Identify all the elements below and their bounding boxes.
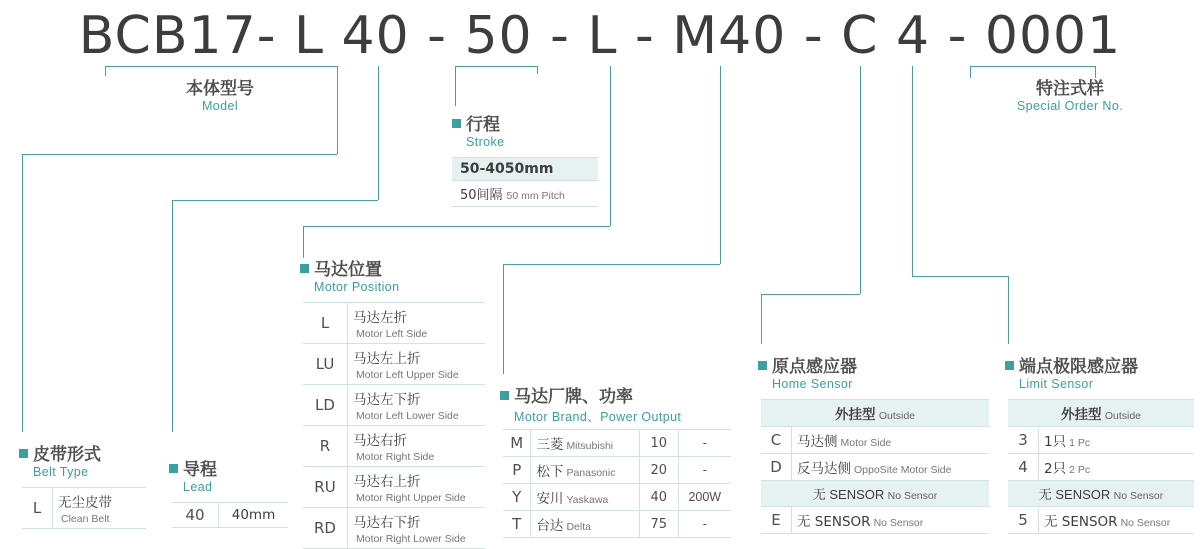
option-en: Motor Right Lower Side <box>356 533 466 545</box>
option-en: Motor Left Upper Side <box>356 369 459 381</box>
option-key: Y <box>503 484 531 511</box>
motor-position-table <box>303 302 485 549</box>
bullet-square-icon <box>300 264 309 273</box>
leader-line <box>455 66 456 106</box>
bullet-square-icon <box>500 391 509 400</box>
section-motor-brand <box>500 382 681 425</box>
header-cn: 外挂型 <box>1060 407 1102 422</box>
motor-brand-table <box>503 429 731 538</box>
leader-line <box>105 66 337 67</box>
option-power: - <box>678 511 731 538</box>
stroke-pitch-cn: 50间隔 <box>460 188 503 203</box>
limit-sensor-header <box>1008 400 1194 427</box>
leader-line <box>172 200 173 432</box>
section-special-order <box>970 74 1170 113</box>
limit-sensor-band <box>1008 481 1194 507</box>
option-key: 5 <box>1008 507 1039 534</box>
header-en: Outside <box>1104 410 1142 422</box>
table-row <box>761 427 989 454</box>
option-power: - <box>678 457 731 484</box>
leader-line <box>720 66 721 264</box>
section-home-sensor <box>758 352 857 391</box>
section-motor-brand-en: Motor Brand、Power Output <box>514 410 682 424</box>
table-row <box>1008 507 1194 534</box>
leader-line <box>105 66 106 76</box>
leader-line <box>503 264 720 265</box>
option-value <box>531 484 639 511</box>
option-key: L <box>22 488 53 529</box>
section-limit-sensor <box>1005 352 1138 391</box>
section-limit-sensor-en: Limit Sensor <box>1019 377 1094 391</box>
leader-line <box>22 154 23 432</box>
option-value <box>531 430 639 457</box>
home-sensor-band <box>761 481 989 507</box>
section-belt-type-en: Belt Type <box>33 465 89 479</box>
leader-line <box>912 276 1008 277</box>
table-row <box>303 385 485 426</box>
leader-line <box>503 264 504 374</box>
section-lead-cn: 导程 <box>183 460 217 480</box>
option-cn: 无尘皮带 <box>58 495 112 511</box>
option-key: RD <box>303 508 348 549</box>
leader-line <box>1008 276 1009 344</box>
option-en: Motor Left Side <box>356 328 428 340</box>
bullet-square-icon <box>19 449 28 458</box>
option-cn: 台达 <box>536 518 564 534</box>
option-value <box>348 508 486 549</box>
option-cn: 马达侧 <box>797 434 838 450</box>
leader-line <box>761 294 762 344</box>
option-key: 3 <box>1008 427 1039 454</box>
band-cn: 无 SENSOR <box>1038 487 1111 502</box>
option-cn: 三菱 <box>536 437 564 453</box>
stroke-pitch-en: 50 mm Pitch <box>506 190 565 202</box>
leader-line <box>860 66 861 294</box>
leader-line <box>22 154 337 155</box>
option-key: LD <box>303 385 348 426</box>
leader-line <box>172 200 378 201</box>
option-value <box>792 454 990 481</box>
band-en: No Sensor <box>1113 490 1164 502</box>
option-value <box>348 426 486 467</box>
option-cn: 2只 <box>1044 461 1067 477</box>
option-key: R <box>303 426 348 467</box>
option-en: Motor Right Upper Side <box>356 492 466 504</box>
option-cn: 无 SENSOR <box>797 514 871 530</box>
option-cn: 反马达侧 <box>797 461 851 477</box>
section-special-order-en: Special Order No. <box>1016 99 1124 113</box>
option-value <box>792 507 990 534</box>
stroke-range: 50-4050mm <box>452 157 598 181</box>
option-cn: 40mm <box>231 507 276 523</box>
lead-table <box>172 502 288 528</box>
table-row <box>303 426 485 467</box>
option-cn: 马达右下折 <box>353 515 421 531</box>
table-row <box>503 457 731 484</box>
option-en: No Sensor <box>873 517 924 529</box>
section-lead-en: Lead <box>183 480 213 494</box>
option-cn: 马达右折 <box>353 433 407 449</box>
table-row <box>761 454 989 481</box>
option-en: Clean Belt <box>61 513 110 525</box>
table-row <box>503 511 731 538</box>
option-en: Panasonic <box>566 467 616 479</box>
option-en: Motor Side <box>840 437 892 449</box>
option-value <box>792 427 990 454</box>
option-value <box>1039 454 1195 481</box>
leader-line <box>303 226 610 227</box>
belt-type-table <box>22 487 146 529</box>
option-value <box>348 385 486 426</box>
leader-line <box>537 66 538 74</box>
header-en: Outside <box>878 410 916 422</box>
leader-line <box>455 66 537 67</box>
option-key: M <box>503 430 531 457</box>
option-en: OppoSite Motor Side <box>854 464 952 476</box>
option-en: 2 Pc <box>1069 464 1091 476</box>
table-row <box>503 484 731 511</box>
option-key: LU <box>303 344 348 385</box>
option-cn: 无 SENSOR <box>1044 514 1118 530</box>
table-row <box>22 488 146 529</box>
bullet-square-icon <box>1005 361 1014 370</box>
leader-line <box>337 66 338 154</box>
table-row <box>503 430 731 457</box>
section-belt-type <box>19 440 101 479</box>
band-cn: 无 SENSOR <box>812 487 885 502</box>
option-number: 20 <box>639 457 678 484</box>
option-en: Motor Left Lower Side <box>356 410 459 422</box>
option-key: 40 <box>172 503 219 528</box>
limit-sensor-table <box>1008 399 1194 534</box>
bullet-square-icon <box>758 361 767 370</box>
option-cn: 1只 <box>1044 434 1067 450</box>
option-en: No Sensor <box>1120 517 1171 529</box>
model-code: BCB17- L 40 - 50 - L - M40 - C 4 - 0001 <box>78 6 1122 66</box>
table-row <box>303 467 485 508</box>
option-value <box>348 344 486 385</box>
leader-line <box>970 66 1095 67</box>
stroke-table <box>452 157 598 207</box>
option-en: Mitsubishi <box>566 440 614 452</box>
option-cn: 松下 <box>536 464 564 480</box>
table-header-row <box>1008 400 1194 427</box>
section-stroke-cn: 行程 <box>466 115 500 135</box>
table-row <box>303 344 485 385</box>
option-en: Motor Right Side <box>356 451 435 463</box>
option-number: 75 <box>639 511 678 538</box>
option-en: Delta <box>566 521 591 533</box>
option-key: L <box>303 303 348 344</box>
leader-line <box>761 294 860 295</box>
stroke-pitch <box>452 181 598 207</box>
section-stroke-en: Stroke <box>466 135 505 149</box>
option-value <box>219 503 289 528</box>
section-model <box>120 74 320 113</box>
section-home-sensor-en: Home Sensor <box>772 377 853 391</box>
section-motor-position <box>300 255 400 294</box>
leader-line <box>303 226 304 258</box>
option-key: T <box>503 511 531 538</box>
table-row <box>1008 427 1194 454</box>
section-motor-position-en: Motor Position <box>314 280 400 294</box>
option-cn: 马达左折 <box>353 310 407 326</box>
option-cn: 马达左下折 <box>353 392 421 408</box>
leader-line <box>378 66 379 200</box>
table-row <box>1008 454 1194 481</box>
option-power: 200W <box>678 484 731 511</box>
option-key: RU <box>303 467 348 508</box>
table-band-row <box>761 481 989 507</box>
table-band-row <box>1008 481 1194 507</box>
option-value <box>53 488 147 529</box>
option-cn: 马达右上折 <box>353 474 421 490</box>
bullet-square-icon <box>452 119 461 128</box>
header-cn: 外挂型 <box>834 407 876 422</box>
section-motor-brand-cn: 马达厂牌、功率 <box>514 387 633 407</box>
option-cn: 安川 <box>536 491 564 507</box>
leader-line <box>610 66 611 226</box>
option-key: D <box>761 454 792 481</box>
table-header-row <box>761 400 989 427</box>
option-key: P <box>503 457 531 484</box>
option-number: 10 <box>639 430 678 457</box>
option-key: 4 <box>1008 454 1039 481</box>
option-value <box>348 303 486 344</box>
option-value <box>1039 507 1195 534</box>
section-model-en: Model <box>201 99 239 113</box>
table-row <box>761 507 989 534</box>
section-limit-sensor-cn: 端点极限感应器 <box>1019 357 1138 377</box>
table-row <box>303 303 485 344</box>
section-special-order-cn: 特注式样 <box>1036 79 1104 99</box>
option-en: Yaskawa <box>566 494 609 506</box>
band-en: No Sensor <box>887 490 938 502</box>
section-lead <box>169 455 217 494</box>
option-value <box>1039 427 1195 454</box>
option-value <box>531 457 639 484</box>
leader-line <box>912 66 913 276</box>
section-model-cn: 本体型号 <box>186 79 254 99</box>
option-power: - <box>678 430 731 457</box>
section-stroke <box>452 110 505 149</box>
section-motor-position-cn: 马达位置 <box>314 260 382 280</box>
option-key: C <box>761 427 792 454</box>
home-sensor-header <box>761 400 989 427</box>
section-belt-type-cn: 皮带形式 <box>33 445 101 465</box>
table-row <box>303 508 485 549</box>
option-cn: 马达左上折 <box>353 351 421 367</box>
option-key: E <box>761 507 792 534</box>
option-value <box>348 467 486 508</box>
option-number: 40 <box>639 484 678 511</box>
option-value <box>531 511 639 538</box>
home-sensor-table <box>761 399 989 534</box>
option-en: 1 Pc <box>1069 437 1091 449</box>
section-home-sensor-cn: 原点感应器 <box>772 357 857 377</box>
table-row <box>172 503 288 528</box>
bullet-square-icon <box>169 464 178 473</box>
